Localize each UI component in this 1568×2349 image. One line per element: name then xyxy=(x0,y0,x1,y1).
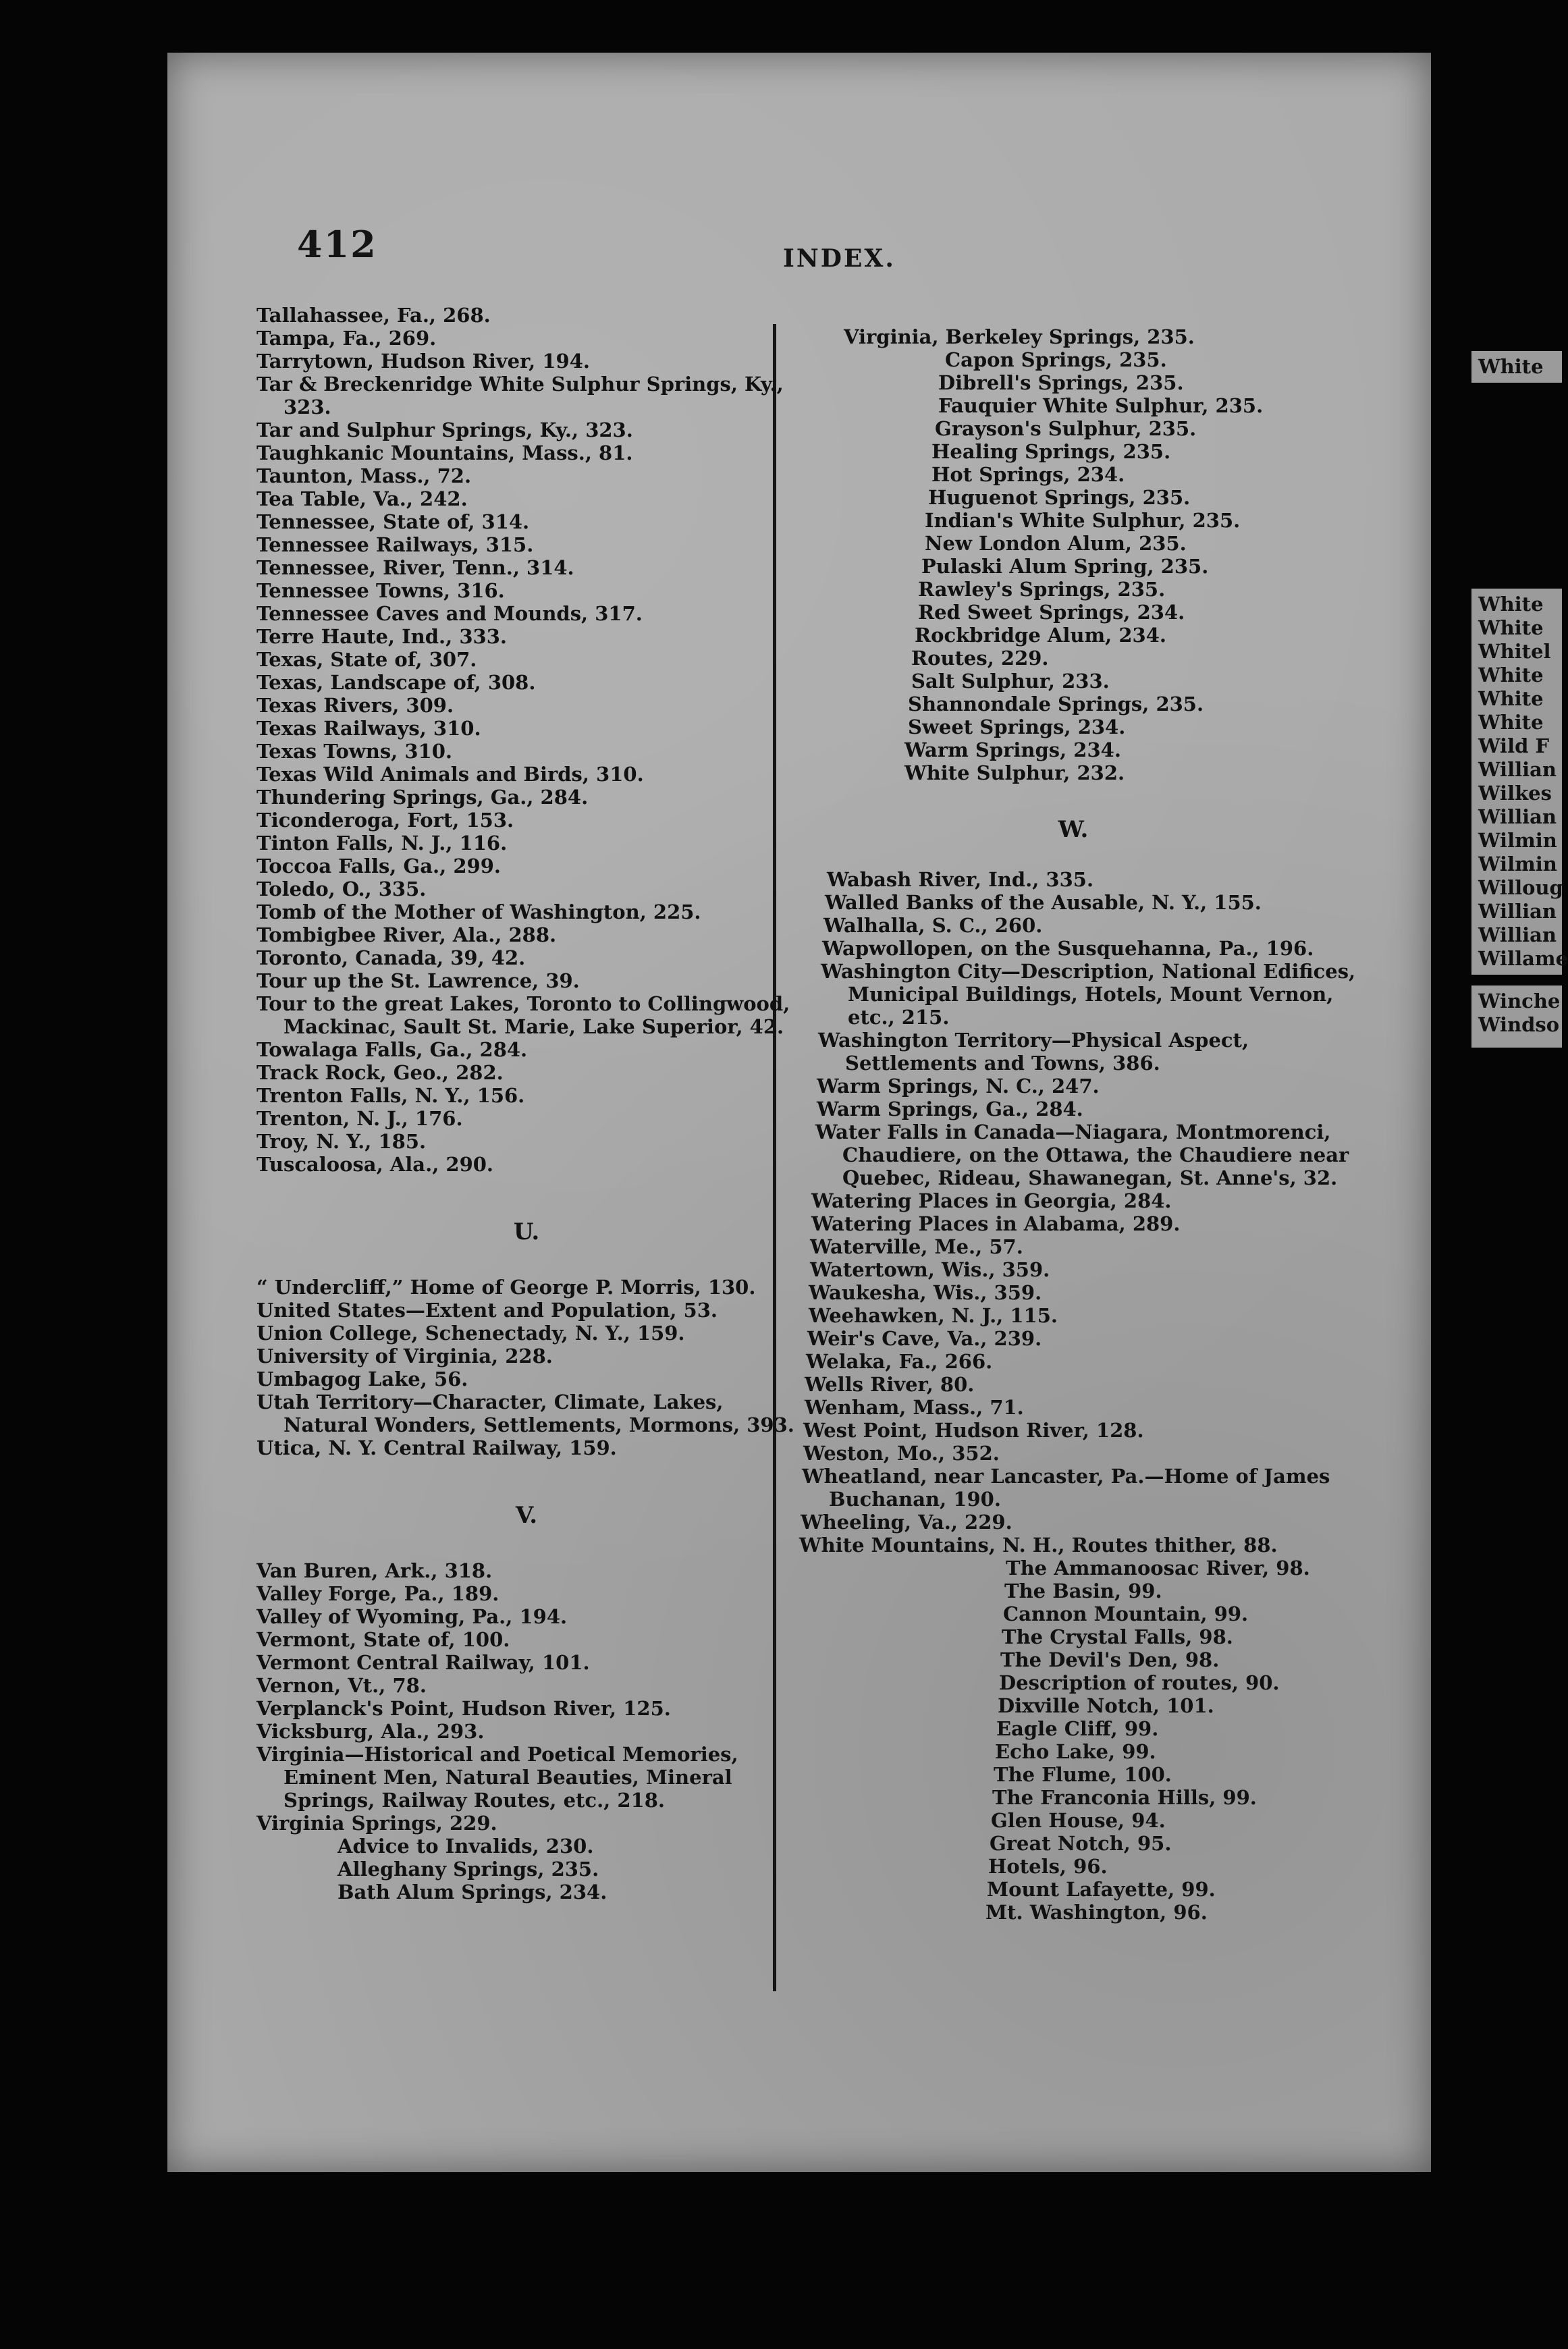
adjacent-page-text: Willian xyxy=(1478,923,1557,946)
index-entry: Texas Wild Animals and Birds, 310. xyxy=(256,763,644,786)
index-entry: Virginia—Historical and Poetical Memories, Eminent Men, Natural Beauties, Mineral Springs, Railway Routes, etc., 218. xyxy=(256,1743,738,1812)
index-entry: Utah Territory—Character, Climate, Lakes, Natural Wonders, Settlements, Mormons, 393. xyxy=(256,1390,794,1436)
entries-t xyxy=(256,304,796,1176)
index-entry: Track Rock, Geo., 282. xyxy=(256,1061,504,1084)
index-entry: Tour up the St. Lawrence, 39. xyxy=(256,969,580,992)
section-letter-v: V. xyxy=(515,1502,538,1529)
index-entry: Ticonderoga, Fort, 153. xyxy=(256,809,514,832)
section-letter-w: W. xyxy=(1058,816,1089,843)
index-subentry: Description of routes, 90. xyxy=(999,1671,1280,1694)
index-subentry: The Flume, 100. xyxy=(994,1763,1172,1786)
index-entry: Texas Rivers, 309. xyxy=(256,694,454,717)
index-entry: Vermont Central Railway, 101. xyxy=(256,1651,590,1674)
adjacent-page-text: White xyxy=(1478,593,1544,616)
index-subentry: Red Sweet Springs, 234. xyxy=(918,601,1185,624)
index-entry: Walhalla, S. C., 260. xyxy=(823,914,1043,937)
right-column xyxy=(796,325,1356,1924)
index-entry: Washington Territory—Physical Aspect, Settlements and Towns, 386. xyxy=(818,1029,1249,1075)
adjacent-page-text: Wilkes xyxy=(1478,782,1552,805)
adjacent-page-text: Whitel xyxy=(1478,640,1551,663)
entries-u xyxy=(256,1276,796,1459)
index-entry: Washington City—Description, National Edifices, Municipal Buildings, Hotels, Mount Vernon, etc., 215. xyxy=(821,960,1356,1029)
index-entry: Taughkanic Mountains, Mass., 81. xyxy=(256,441,633,464)
index-subentry: Sweet Springs, 234. xyxy=(908,716,1126,738)
index-entry: Wells River, 80. xyxy=(805,1373,975,1396)
index-subentry: The Basin, 99. xyxy=(1004,1580,1162,1602)
index-subentry: Alleghany Springs, 235. xyxy=(337,1858,599,1881)
adjacent-page-text: Windso xyxy=(1478,1013,1560,1036)
index-subentry: Rockbridge Alum, 234. xyxy=(915,624,1166,647)
section-letter-u: U. xyxy=(513,1218,540,1245)
index-subentry: Hot Springs, 234. xyxy=(931,463,1125,486)
adjacent-page-fragment-top xyxy=(1471,351,1562,383)
index-entry: University of Virginia, 228. xyxy=(256,1345,553,1368)
index-subentry: Huguenot Springs, 235. xyxy=(928,486,1191,509)
index-subentry: Mt. Washington, 96. xyxy=(985,1901,1208,1924)
adjacent-page-text: White xyxy=(1478,711,1544,734)
index-entry: Tar and Sulphur Springs, Ky., 323. xyxy=(256,418,633,441)
index-entry: Weehawken, N. J., 115. xyxy=(809,1304,1058,1327)
adjacent-page-text: White xyxy=(1478,616,1544,639)
index-entry: Weir's Cave, Va., 239. xyxy=(807,1327,1042,1350)
index-entry: Waterville, Me., 57. xyxy=(810,1235,1023,1258)
index-entry: Union College, Schenectady, N. Y., 159. xyxy=(256,1322,685,1345)
index-entry: Tea Table, Va., 242. xyxy=(256,487,468,510)
index-entry: Warm Springs, Ga., 284. xyxy=(817,1098,1083,1120)
index-subentry: Mount Lafayette, 99. xyxy=(987,1878,1216,1901)
index-subentry: Advice to Invalids, 230. xyxy=(337,1835,594,1858)
index-subentry: Hotels, 96. xyxy=(988,1855,1108,1878)
index-entry: Toronto, Canada, 39, 42. xyxy=(256,946,526,969)
index-subentry: The Ammanoosac River, 98. xyxy=(1006,1557,1310,1580)
adjacent-page-text: Willame xyxy=(1478,947,1568,970)
index-entry: Tuscaloosa, Ala., 290. xyxy=(256,1153,494,1176)
index-entry: Tennessee Towns, 316. xyxy=(256,579,505,602)
index-entry: Terre Haute, Ind., 333. xyxy=(256,625,507,648)
page-number: 412 xyxy=(297,223,377,266)
index-entry: Watering Places in Georgia, 284. xyxy=(811,1189,1172,1212)
index-entry: Verplanck's Point, Hudson River, 125. xyxy=(256,1697,671,1720)
index-entry: Texas Railways, 310. xyxy=(256,717,481,740)
index-entry: Tomb of the Mother of Washington, 225. xyxy=(256,900,701,923)
index-subentry: Cannon Mountain, 99. xyxy=(1003,1602,1249,1625)
index-entry: Wenham, Mass., 71. xyxy=(805,1396,1024,1419)
index-entry: Wheatland, near Lancaster, Pa.—Home of James Buchanan, 190. xyxy=(802,1465,1330,1511)
index-subentry: Grayson's Sulphur, 235. xyxy=(935,417,1197,440)
entries-w xyxy=(796,868,1356,1924)
index-entry: Welaka, Fa., 266. xyxy=(806,1350,993,1373)
index-entry: Tallahassee, Fa., 268. xyxy=(256,304,491,327)
index-entry: Valley Forge, Pa., 189. xyxy=(256,1582,499,1605)
index-entry: West Point, Hudson River, 128. xyxy=(803,1419,1144,1442)
adjacent-page-text: White xyxy=(1478,664,1544,686)
index-entry: White Mountains, N. H., Routes thither, 88. xyxy=(799,1534,1278,1557)
index-subentry: New London Alum, 235. xyxy=(925,532,1187,555)
index-entry: Walled Banks of the Ausable, N. Y., 155. xyxy=(825,891,1262,914)
left-column xyxy=(256,304,796,1904)
index-entry: Weston, Mo., 352. xyxy=(803,1442,1000,1465)
index-entry: Watering Places in Alabama, 289. xyxy=(811,1212,1181,1235)
index-subentry: The Franconia Hills, 99. xyxy=(992,1786,1257,1809)
index-subentry: Capon Springs, 235. xyxy=(945,348,1167,371)
index-entry: Towalaga Falls, Ga., 284. xyxy=(256,1038,528,1061)
index-entry: Vicksburg, Ala., 293. xyxy=(256,1720,485,1743)
index-entry: Tarrytown, Hudson River, 194. xyxy=(256,350,591,373)
index-subentry: Warm Springs, 234. xyxy=(904,738,1121,761)
running-head: INDEX. xyxy=(783,244,896,273)
index-entry: “ Undercliff,” Home of George P. Morris, 130. xyxy=(256,1276,756,1299)
index-entry: Water Falls in Canada—Niagara, Montmorenci, Chaudiere, on the Ottawa, the Chaudiere near Quebec, Rideau, Shawanegan, St. Anne's, 32. xyxy=(815,1120,1349,1189)
index-subentry: Great Notch, 95. xyxy=(990,1832,1172,1855)
entries-v xyxy=(256,1559,796,1904)
index-entry: Toledo, O., 335. xyxy=(256,878,427,900)
index-subentry: Dibrell's Springs, 235. xyxy=(938,371,1184,394)
index-entry: Wheeling, Va., 229. xyxy=(801,1511,1012,1534)
index-subentry: Echo Lake, 99. xyxy=(995,1740,1156,1763)
index-subentry: Rawley's Springs, 235. xyxy=(918,578,1166,601)
index-entry: Texas Towns, 310. xyxy=(256,740,452,763)
index-entry: Vernon, Vt., 78. xyxy=(256,1674,427,1697)
adjacent-page-text: Willian xyxy=(1478,805,1557,828)
adjacent-page-text: Wilmin xyxy=(1478,853,1557,875)
index-subentry: White Sulphur, 232. xyxy=(904,761,1125,784)
index-entry: Waukesha, Wis., 359. xyxy=(809,1281,1042,1304)
index-entry: Trenton, N. J., 176. xyxy=(256,1107,463,1130)
index-entry: Taunton, Mass., 72. xyxy=(256,464,472,487)
index-entry: Tar & Breckenridge White Sulphur Springs, Ky., 323. xyxy=(256,373,784,418)
index-entry: Texas, Landscape of, 308. xyxy=(256,671,536,694)
index-entry: Toccoa Falls, Ga., 299. xyxy=(256,855,501,878)
index-subentry: Dixville Notch, 101. xyxy=(998,1694,1214,1717)
index-entry: United States—Extent and Population, 53. xyxy=(256,1299,718,1322)
adjacent-page-text: Winche xyxy=(1478,990,1561,1013)
index-subentry: Shannondale Springs, 235. xyxy=(908,693,1204,716)
adjacent-page-text: Wild F xyxy=(1478,734,1550,757)
index-entry: Valley of Wyoming, Pa., 194. xyxy=(256,1605,568,1628)
index-entry: Warm Springs, N. C., 247. xyxy=(817,1075,1100,1098)
index-entry: Tampa, Fa., 269. xyxy=(256,327,437,350)
index-subentry: Healing Springs, 235. xyxy=(931,440,1171,463)
virginia-continued xyxy=(796,325,1350,784)
adjacent-page-text: Wilmin xyxy=(1478,829,1557,852)
index-subentry: Routes, 229. xyxy=(911,647,1049,670)
index-entry: Utica, N. Y. Central Railway, 159. xyxy=(256,1436,617,1459)
index-entry: Wapwollopen, on the Susquehanna, Pa., 196. xyxy=(822,937,1314,960)
index-entry: Trenton Falls, N. Y., 156. xyxy=(256,1084,525,1107)
index-entry: Vermont, State of, 100. xyxy=(256,1628,510,1651)
index-entry: Tennessee, River, Tenn., 314. xyxy=(256,556,574,579)
index-subentry: Fauquier White Sulphur, 235. xyxy=(938,394,1264,417)
adjacent-page-text: White xyxy=(1478,687,1544,710)
adjacent-page-text: Willian xyxy=(1478,900,1557,923)
index-entry: Van Buren, Ark., 318. xyxy=(256,1559,493,1582)
index-subentry: Glen House, 94. xyxy=(991,1809,1166,1832)
index-entry: Umbagog Lake, 56. xyxy=(256,1368,468,1390)
index-entry: Watertown, Wis., 359. xyxy=(810,1258,1050,1281)
index-entry: Virginia Springs, 229. xyxy=(256,1812,497,1835)
index-subentry: The Crystal Falls, 98. xyxy=(1002,1625,1233,1648)
index-entry: Tennessee Railways, 315. xyxy=(256,533,534,556)
index-entry: Tombigbee River, Ala., 288. xyxy=(256,923,557,946)
index-entry: Wabash River, Ind., 335. xyxy=(827,868,1094,891)
index-entry: Tinton Falls, N. J., 116. xyxy=(256,832,508,855)
index-subentry: The Devil's Den, 98. xyxy=(1000,1648,1220,1671)
index-entry: Texas, State of, 307. xyxy=(256,648,477,671)
index-entry: Virginia, Berkeley Springs, 235. xyxy=(844,325,1195,348)
index-entry: Tour to the great Lakes, Toronto to Collingwood, Mackinac, Sault St. Marie, Lake Superior, 42. xyxy=(256,992,790,1038)
index-subentry: Eagle Cliff, 99. xyxy=(996,1717,1159,1740)
adjacent-page-fragment-list2 xyxy=(1471,986,1562,1048)
index-subentry: Bath Alum Springs, 234. xyxy=(337,1881,607,1904)
index-subentry: Pulaski Alum Spring, 235. xyxy=(921,555,1209,578)
index-entry: Thundering Springs, Ga., 284. xyxy=(256,786,589,809)
index-subentry: Indian's White Sulphur, 235. xyxy=(925,509,1241,532)
index-entry: Tennessee Caves and Mounds, 317. xyxy=(256,602,643,625)
adjacent-page-text: White xyxy=(1478,355,1544,378)
index-entry: Troy, N. Y., 185. xyxy=(256,1130,427,1153)
adjacent-page-fragment-list xyxy=(1471,589,1568,975)
adjacent-page-text: Willoug xyxy=(1478,876,1563,899)
index-entry: Tennessee, State of, 314. xyxy=(256,510,530,533)
adjacent-page-text: Willian xyxy=(1478,758,1557,781)
index-subentry: Salt Sulphur, 233. xyxy=(911,670,1110,693)
